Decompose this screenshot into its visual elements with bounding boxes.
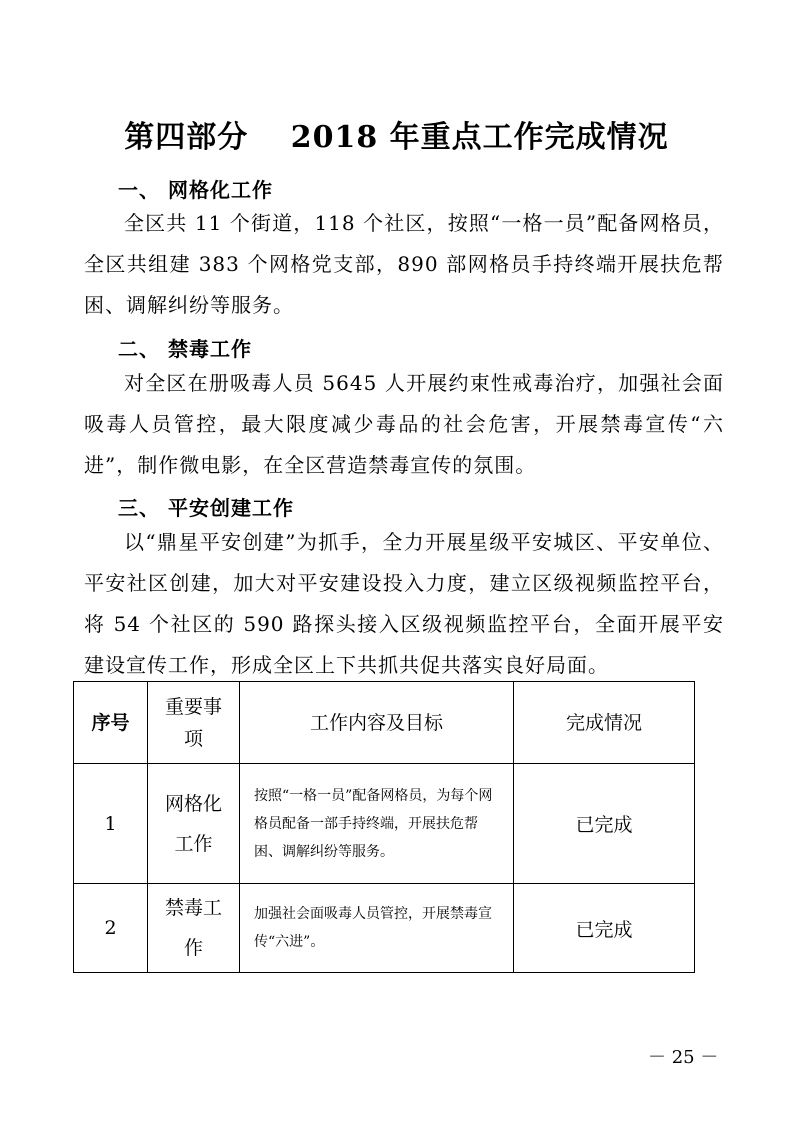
header-content: 工作内容及目标 [240,682,514,764]
page-number: － 25 － [648,1047,719,1068]
section-body-drug: 对全区在册吸毒人员 5645 人开展约束性戒毒治疗，加强社会面吸毒人员管控，最大限度减少毒品的社会危害，开展禁毒宣传“六进”，制作微电影，在全区营造禁毒宣传的氛围。 [84,371,724,477]
row-seq: 1 [74,764,148,884]
row-status: 已完成 [514,764,695,884]
section-heading-grid: 一、 网格化工作 [118,178,273,202]
page-title: 第四部分 2018 年重点工作完成情况 [124,120,669,155]
section-heading-drug: 二、 禁毒工作 [118,337,252,361]
row-item: 网格化工作 [148,764,240,884]
row-content: 加强社会面吸毒人员管控，开展禁毒宣传“六进”。 [240,884,514,973]
section-body-grid: 全区共 11 个街道，118 个社区，按照“一格一员”配备网格员，全区共组建 383 个网格党支部，890 部网格员手持终端开展扶危帮困、调解纠纷等服务。 [84,211,724,317]
task-table [73,681,695,973]
table-header-row [74,682,695,764]
header-item: 重要事项 [148,682,240,764]
table-row [74,884,695,973]
header-seq: 序号 [74,682,148,764]
row-item: 禁毒工作 [148,884,240,973]
header-status: 完成情况 [514,682,695,764]
row-content: 按照“一格一员”配备网格员，为每个网格员配备一部手持终端，开展扶危帮困、调解纠纷等服务。 [240,764,514,884]
section-body-safety: 以“鼎星平安创建”为抓手，全力开展星级平安城区、平安单位、平安社区创建，加大对平安建设投入力度，建立区级视频监控平台，将 54 个社区的 590 路探头接入区级视频监控平台，全面开展平安建设宣传工作，形成全区上下共抓共促共落实良好局面。 [84,530,724,677]
row-seq: 2 [74,884,148,973]
table-row [74,764,695,884]
row-status: 已完成 [514,884,695,973]
section-heading-safety: 三、 平安创建工作 [118,496,294,520]
